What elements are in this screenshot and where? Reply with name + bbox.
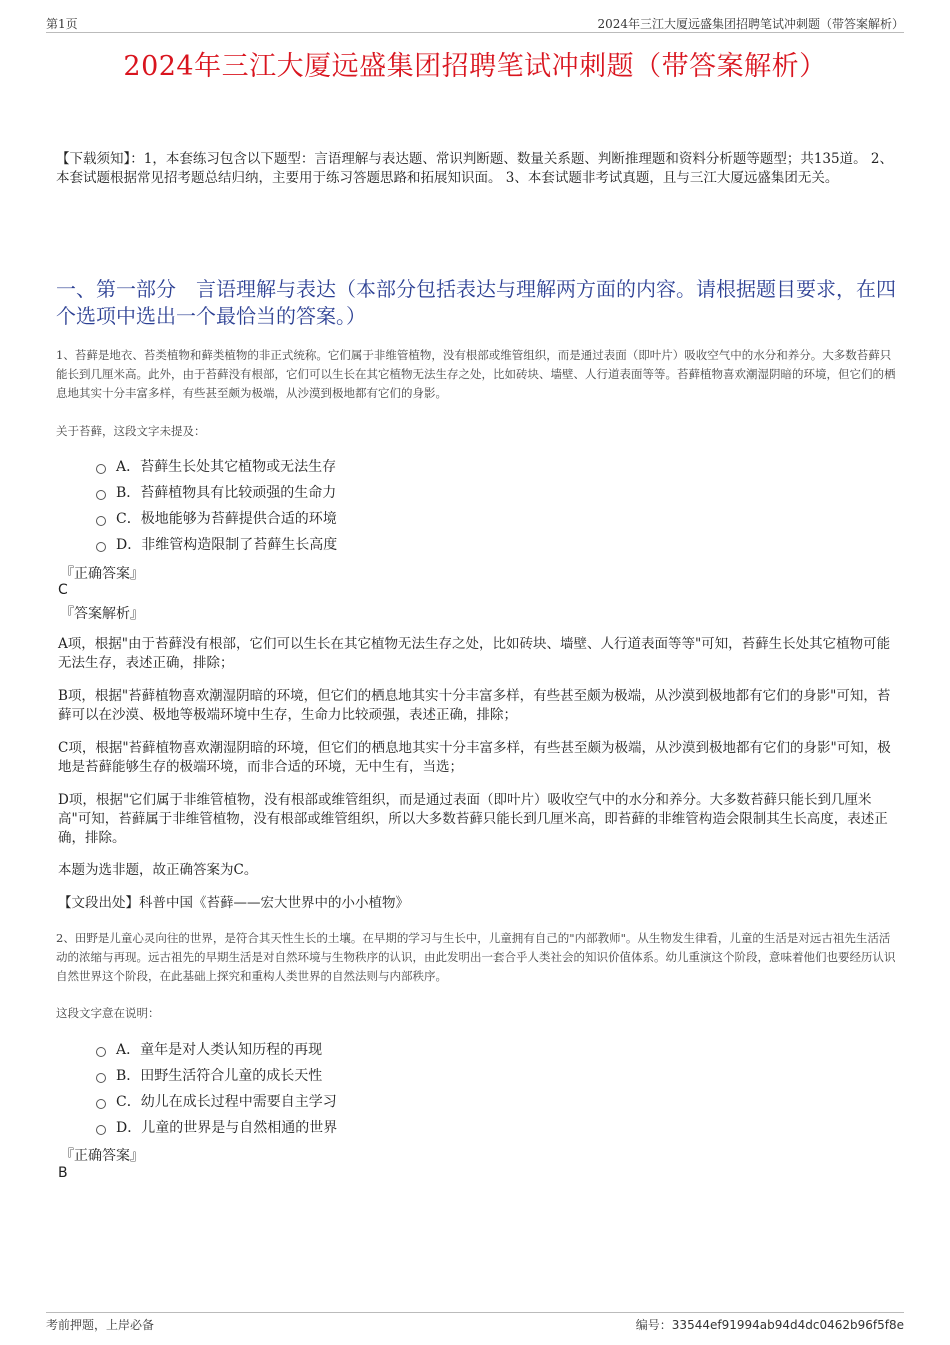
analysis-b: B项，根据"苔藓植物喜欢潮湿阴暗的环境，但它们的栖息地其实十分丰富多样，有些甚至颇为极端，从沙漠到极地都有它们的身影"可知，苔藓可以在沙漠、极地等极端环境中生存，生命力比较顽强，表述正确，排除；: [58, 688, 891, 723]
radio-icon[interactable]: [96, 464, 106, 474]
page-number: 第1页: [46, 16, 78, 31]
radio-icon[interactable]: [96, 516, 106, 526]
question-1-prompt: 关于苔藓，这段文字未提及：: [56, 424, 206, 438]
question-2-text: 2、田野是儿童心灵向往的世界，是符合其天性生长的土壤。在早期的学习与生长中，儿童拥有自己的"内部教师"。从生物发生律看，儿童的生活是对远古祖先生活活动的浓缩与再现。远古祖先的早期生活是对自然环境与生物秩序的认识，由此发明出一套合乎人类社会的知识价值体系。幼儿重演这个阶段，意味着他们也要经历认识自然世界这个阶段，在此基础上探究和重构人类世界的自然法则与内部秩序。: [56, 931, 896, 983]
option-a[interactable]: A．苔藓生长处其它植物或无法生存: [96, 453, 337, 479]
radio-icon[interactable]: [96, 490, 106, 500]
question-2-options: [96, 1036, 337, 1140]
document-title: 2024年三江大厦远盛集团招聘笔试冲刺题（带答案解析）: [123, 51, 827, 82]
page-footer: [46, 1312, 904, 1333]
analysis-label: 『答案解析』: [60, 606, 144, 622]
option-c[interactable]: C．幼儿在成长过程中需要自主学习: [96, 1088, 337, 1114]
page-header: [46, 14, 904, 33]
analysis-c: C项，根据"苔藓植物喜欢潮湿阴暗的环境，但它们的栖息地其实十分丰富多样，有些甚至颇为极端，从沙漠到极地都有它们的身影"可知，极地是苔藓能够生存的极端环境，而非合适的环境，无中生有，当选；: [58, 740, 891, 775]
analysis-conclusion: 本题为选非题，故正确答案为C。: [58, 862, 258, 878]
footer-slogan: 考前押题，上岸必备: [46, 1318, 155, 1332]
radio-icon[interactable]: [96, 1125, 106, 1135]
option-b[interactable]: B．苔藓植物具有比较顽强的生命力: [96, 479, 337, 505]
analysis-a: A项，根据"由于苔藓没有根部，它们可以生长在其它植物无法生存之处，比如砖块、墙壁、人行道表面等等"可知，苔藓生长处其它植物可能无法生存，表述正确，排除；: [58, 636, 891, 671]
section-title: 一、第一部分 言语理解与表达（本部分包括表达与理解两方面的内容。请根据题目要求，在四个选项中选出一个最恰当的答案。）: [56, 277, 896, 328]
option-d[interactable]: D．非维管构造限制了苔藓生长高度: [96, 531, 337, 557]
radio-icon[interactable]: [96, 1073, 106, 1083]
answer-label: 『正确答案』: [60, 1148, 144, 1164]
passage-source: 【文段出处】科普中国《苔藓——宏大世界中的小小植物》: [58, 895, 409, 911]
answer-label: 『正确答案』: [60, 566, 144, 582]
download-notice: 【下载须知】：1，本套练习包含以下题型：言语理解与表达题、常识判断题、数量关系题、判断推理题和资料分析题等题型；共135道。 2、本套试题根据常见招考题总结归纳，主要用于练习答题思路和拓展知识面。 3、本套试题非考试真题，且与三江大厦远盛集团无关。: [56, 151, 893, 186]
document-code: 编号：33544ef91994ab94d4dc0462b96f5f8e: [635, 1318, 904, 1332]
option-c[interactable]: C．极地能够为苔藓提供合适的环境: [96, 505, 337, 531]
header-doc-title: 2024年三江大厦远盛集团招聘笔试冲刺题（带答案解析）: [597, 16, 904, 31]
answer-value: C: [58, 582, 68, 598]
question-1-options: [96, 453, 337, 557]
question-2-prompt: 这段文字意在说明：: [56, 1006, 160, 1020]
analysis-d: D项，根据"它们属于非维管植物，没有根部或维管组织，而是通过表面（即叶片）吸收空气中的水分和养分。大多数苔藓只能长到几厘米高"可知，苔藓属于非维管植物，没有根部或维管组织，所以大多数苔藓只能长到几厘米高，即苔藓的非维管构造会限制其生长高度，表述正确，排除。: [58, 792, 888, 846]
radio-icon[interactable]: [96, 542, 106, 552]
question-1-text: 1、苔藓是地衣、苔类植物和藓类植物的非正式统称。它们属于非维管植物，没有根部或维管组织，而是通过表面（即叶片）吸收空气中的水分和养分。大多数苔藓只能长到几厘米高。此外，由于苔藓没有根部，它们可以生长在其它植物无法生存之处，比如砖块、墙壁、人行道表面等等。苔藓植物喜欢潮湿阴暗的环境，但它们的栖息地其实十分丰富多样，有些甚至颇为极端，从沙漠到极地都有它们的身影。: [56, 348, 896, 400]
answer-value: B: [58, 1165, 68, 1181]
option-a[interactable]: A．童年是对人类认知历程的再现: [96, 1036, 337, 1062]
radio-icon[interactable]: [96, 1047, 106, 1057]
option-b[interactable]: B．田野生活符合儿童的成长天性: [96, 1062, 337, 1088]
radio-icon[interactable]: [96, 1099, 106, 1109]
option-d[interactable]: D．儿童的世界是与自然相通的世界: [96, 1114, 337, 1140]
